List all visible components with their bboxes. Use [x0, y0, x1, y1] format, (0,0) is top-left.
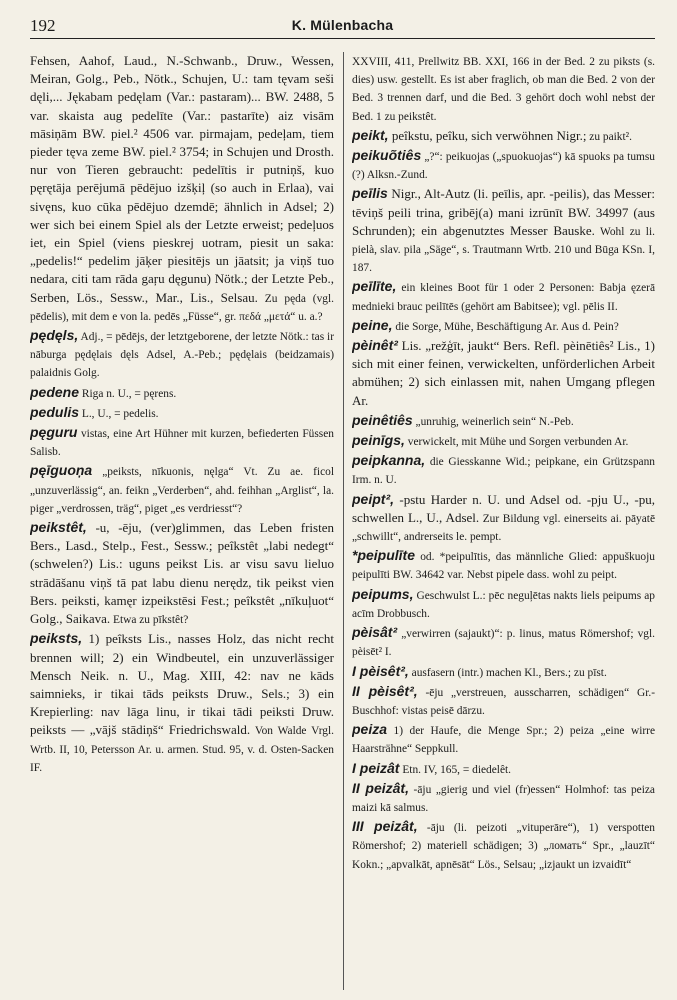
entry-note: Wohl zu li. pielà, slav. pila „Säge“, s. Trautmann Wrtb. 210 und Būga KSn. I, 187. [352, 225, 655, 275]
dictionary-entry [30, 383, 334, 402]
entry-note: 1) der Haufe, die Menge Spr.; 2) peiza „eine wirre Haarsträhne“ Seppkull. [352, 725, 655, 756]
entry-note: Riga n. U., = pęrens. [79, 387, 177, 400]
entry-headword: peikuõtiês [352, 147, 422, 164]
entry-headword: peiza [352, 721, 388, 738]
entry-headword: peīlis [352, 185, 388, 202]
dictionary-entry [352, 546, 655, 583]
entry-headword: peine, [352, 316, 393, 333]
entry-text: 1) peîksts Lis., nasses Holz, das nicht recht brennen will; 2) ein Windbeutel, ein unzuverlässiger Mensch Neik. n. U., Mag. XIII, 42: nav ne kāds saimnieks, ir tikai tāds peiksts Druw., Sels.; 3) ein Krepierling: nav lāga linu, ir tikai tādi peiksti Druw. peiksts — „vājš stādiņš“ Friedrichswald. [30, 631, 334, 738]
entry-note: die Sorge, Mühe, Beschäftigung Ar. Aus d. Pein? [392, 320, 619, 333]
entry-note: -āju (li. peizoti „vituperāre“), 1) verspotten Römershof; 2) materiell schädigen; 3) „ломать“ Spr., „lauzīt“ Kokn.; „apvalkāt, apnēsāt“ Lös., Selsau; „izjaukt un izvaidīt“ [352, 822, 655, 871]
entry-note: „?“: peikuojas („spuokuojas“) kā spuoks pa tumsu (?) Alksn.-Zund. [352, 151, 655, 182]
dictionary-entry [352, 52, 655, 125]
entry-headword: peipums, [352, 585, 414, 602]
entry-headword: III peizât, [352, 818, 418, 835]
entry-note: Zur Bildung vgl. einerseits ai. pāyatē „schwillt“, andrerseits le. pempt. [352, 512, 655, 544]
entry-headword: pęguru [30, 424, 78, 441]
page-header [30, 16, 655, 39]
dictionary-entry [352, 451, 655, 488]
page-number: 192 [30, 16, 56, 35]
entry-note: zu paikt². [586, 130, 632, 143]
entry-note: „unruhig, weinerlich sein“ N.-Peb. [412, 415, 574, 428]
entry-headword: peinêtiês [352, 411, 413, 428]
entry-note: Adj., = pēdējs, der letztgeborene, der letzte Nötk.: tas ir nāburga pędęlais dęls Adsel, A.-Peb.; pędęlais (beidzamais) palaidnis Golg. [30, 331, 334, 380]
entry-note: od. *peipulītis, das männliche Glied: appuškuoju peipulīti BW. 34642 var. Nebst pipele dass. wohl zu peipt. [352, 551, 655, 582]
entry-headword: peipt², [352, 490, 394, 507]
entry-headword: pędęls, [30, 327, 79, 344]
entry-headword: pęīguoņa [30, 462, 93, 479]
entry-note: Etn. IV, 165, = diedelêt. [399, 763, 512, 776]
left-column [30, 52, 334, 992]
entry-headword: peikstêt, [30, 519, 87, 536]
dictionary-entry [352, 817, 655, 873]
dictionary-entry [352, 662, 655, 681]
entry-headword: pèisât² [352, 624, 398, 641]
dictionary-entry [352, 585, 655, 622]
dictionary-entry [352, 490, 655, 546]
dictionary-entry [30, 518, 334, 628]
dictionary-entry [352, 146, 655, 183]
entry-headword: peīlīte, [352, 278, 397, 295]
entry-note: die Giesskanne Wid.; peipkane, ein Grützspann Irm. n. U. [352, 456, 655, 487]
dictionary-entry [352, 336, 655, 410]
entry-text: Lis. „režģīt, jaukt“ Bers. Refl. pèinētiês² Lis., 1) sich mit einer feinen, verwickelten, unförderlichen Arbeit abmühen; 2) sich einlassen mit, nahen Umgang pflegen Ar. [352, 338, 655, 408]
dictionary-entry [352, 623, 655, 660]
dictionary-entry [352, 431, 655, 450]
entry-note: Von Walde Vrgl. Wrtb. II, 10, Petersson Ar. u. armen. Stud. 95, v. d. Osten-Sacken IF. [30, 725, 334, 774]
entry-headword: pèinêt² [352, 337, 398, 354]
entry-text: Nigr., Alt-Autz (li. peīlis, apr. -peilis), das Messer: tēviņš peili trina, gribēj(a) mani izrūnīt BW. 34997 (aus Schrunden); ein abgenutztes Messer Bauske. [352, 186, 655, 238]
dictionary-entry [30, 423, 334, 460]
entry-text: -u, -ēju, (ver)glimmen, das Leben fristen Bers., Lasd., Stelp., Fest., Sessw.; peîkstêt „labi nedegt“ (schwelen?) Lis.: uguns peikst Lis. ar visu savu lieluo strādāšanu viņš tā pat labu dienu nerędz, tik peikst vien Bers. peiksti, kamęr izpeikstēsi Fest.; peîkstêt „nīkuļuot“ Golg., Saikava. [30, 520, 334, 627]
entry-headword: peikt, [352, 126, 389, 143]
entry-headword: peipkanna, [352, 452, 426, 469]
entry-headword: pedene [30, 383, 80, 400]
column-divider [343, 52, 344, 990]
dictionary-entry [352, 759, 655, 778]
entry-note: -ēju „verstreuen, ausscharren, schädigen“ Gr.-Buschhof: vistas peisē dārzu. [352, 686, 655, 717]
dictionary-entry [30, 326, 334, 382]
entry-note: -āju „gierig und viel (fr)essen“ Holmhof: tas peiza maizi kā salmus. [352, 783, 655, 814]
right-column [352, 52, 655, 992]
entry-headword: *peipulīte [352, 547, 416, 564]
running-head: K. Mülenbacha [291, 17, 394, 33]
entry-text: Fehsen, Aahof, Laud., N.-Schwanb., Druw., Wessen, Meiran, Golg., Peb., Nötk., Schujen, U.: tam tęvam seši dęli,... Jękabam pedęlam (Var.: pastaram)... BW. 2488, 5 var. skaista aug pedelīte (Var.: pastarīte) aiz visām māsiņām BW. piel.² 4506 var. pirmajam, pedeļam, tiem pieder tęva zeme BW. piel.² 3754; in Schujen und Drosth. nur von Tieren gebraucht: pedelītis ir putniņš, kuo pęrętāja perējumā pēdējuo izšķiļ (so auch in Erlaa), vai sivęns, kuo cūka pēdējuo dzemdē; ähnlich in Adsel; 2) wer sich bei einem Spiel als der Letzte erweist; pedeļuos iet, ein Spiel (viens pieskrej uotram, piesit un saka: „pedelis!“ pedelim jāķer piesitējs un jāatsit; ja viņš tuo nedara, citi tam rāda gaŗu dęgunu) Nötk.; der Letzte Peb., Serben, Lös., Sessw., Mar., Lis., Selsau. [30, 53, 334, 305]
entry-note: XXVIII, 411, Prellwitz BB. XXI, 166 in der Bed. 2 zu piksts (s. dies) usw. gestellt. Es ist aber fraglich, ob man die Bed. 2 von der Bed. 3 trennen darf, und die Bed. 3 gehört doch wohl nebst der Bed. 1 zu peikstêt. [352, 56, 655, 123]
entry-headword: II peizât, [352, 779, 409, 796]
dictionary-entry [352, 682, 655, 719]
entry-note: „verwirren (sajaukt)“: p. linus, matus Römershof; vgl. pèisēt² I. [352, 628, 655, 659]
entry-note: vistas, eine Art Hühner mit kurzen, befiederten Füssen Salisb. [30, 428, 334, 459]
dictionary-entry [30, 629, 334, 776]
dictionary-entry [30, 403, 334, 422]
dictionary-entry [30, 52, 334, 325]
entry-text: peîkstu, peîku, sich verwöhnen Nigr.; [388, 127, 587, 143]
entry-headword: I pèisêt², [352, 662, 409, 679]
dictionary-entry [352, 126, 655, 145]
dictionary-entry [352, 316, 655, 335]
entry-note: „peiksts, nīkuonis, nęlga“ Vt. Zu ae. ficol „unzuverlässig“, an. feikn „Verderben“, ahd. feihhan „Arglist“, la. piger „verdrossen, träg“, piget „es verdriesst“? [30, 466, 334, 515]
entry-note: Zu pęda (vgl. pēdelis), mit dem e von la. pedēs „Füsse“, gr. πεδά „μετά“ u. a.? [30, 292, 334, 323]
entry-headword: pedulis [30, 403, 80, 420]
entry-headword: peinīgs, [352, 432, 405, 449]
entry-headword: II pèisêt², [352, 682, 418, 699]
entry-headword: peiksts, [30, 630, 83, 647]
entry-note: Etwa zu pīkstêt? [110, 614, 189, 627]
entry-headword: I peizât [352, 759, 400, 776]
dictionary-entry [352, 779, 655, 816]
entry-note: ausfasern (intr.) machen Kl., Bers.; zu pīst. [408, 666, 607, 679]
dictionary-entry [352, 184, 655, 276]
dictionary-entry [352, 277, 655, 314]
entry-note: L., U., = pedelis. [79, 407, 159, 420]
entry-note: Geschwulst L.: pēc neguļētas nakts liels peipums ap acīm Drobbusch. [352, 589, 655, 620]
entry-note: ein kleines Boot für 1 oder 2 Personen: Babja ęzerā mednieki brauc peilītēs (gehört am Babitsee); vgl. pēlis II. [352, 282, 655, 313]
dictionary-entry [352, 411, 655, 430]
entry-text: -pstu Harder n. U. und Adsel od. -pju U., -pu, schwellen L., U., Adsel. [352, 491, 655, 525]
dictionary-entry [30, 461, 334, 517]
entry-note: verwickelt, mit Mühe und Sorgen verbunden Ar. [404, 436, 629, 449]
dictionary-entry [352, 720, 655, 757]
